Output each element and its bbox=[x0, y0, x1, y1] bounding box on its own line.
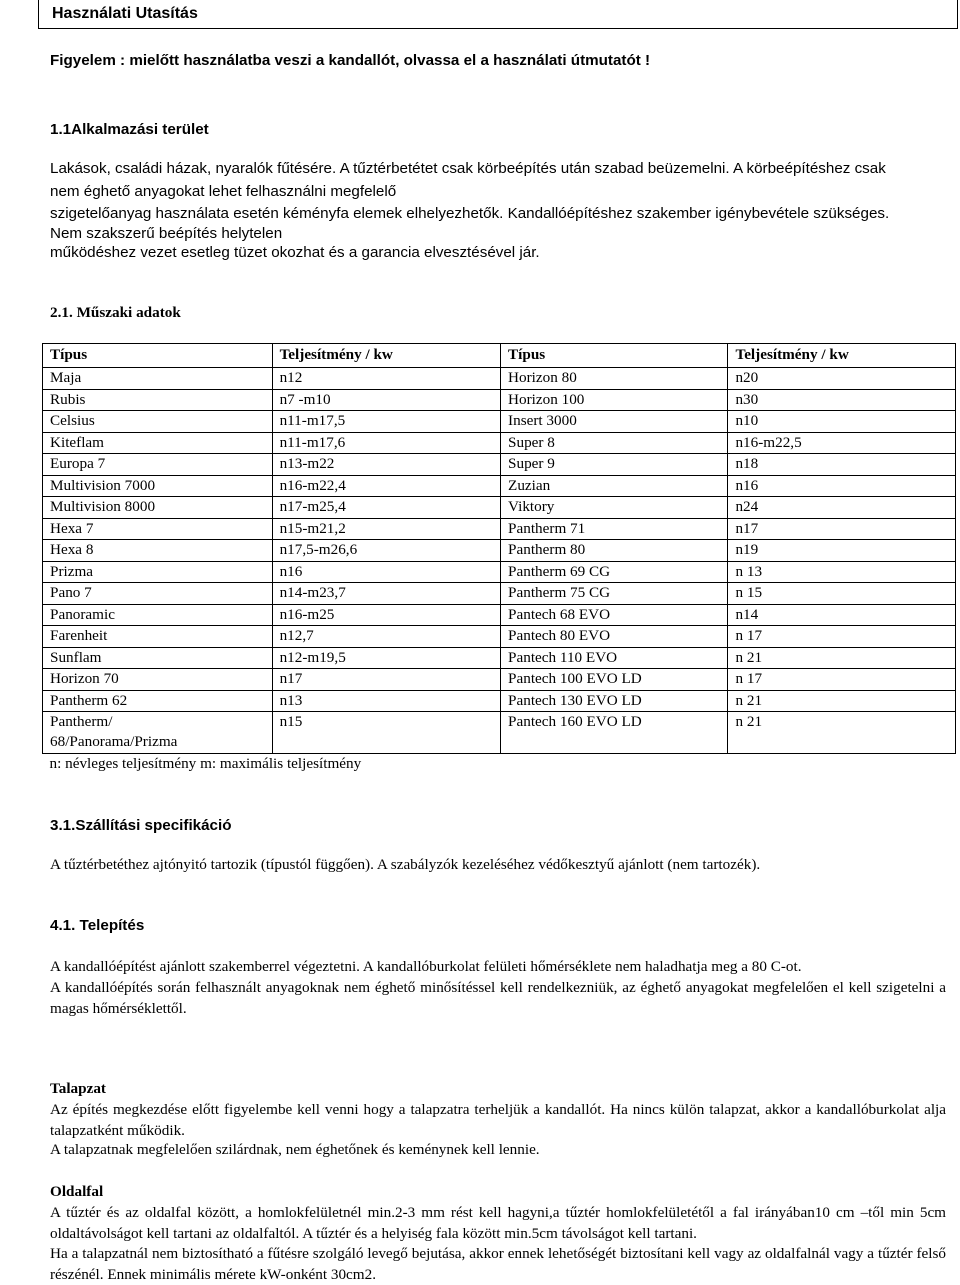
table-cell: Pantech 80 EVO bbox=[501, 626, 728, 648]
table-cell: n16-m22,5 bbox=[728, 432, 956, 454]
table-row bbox=[43, 475, 956, 497]
table-cell: Pantech 110 EVO bbox=[501, 647, 728, 669]
table-row bbox=[43, 647, 956, 669]
table-cell: Rubis bbox=[43, 389, 273, 411]
column-header: Típus bbox=[501, 344, 728, 368]
table-row bbox=[43, 626, 956, 648]
table-cell: Maja bbox=[43, 368, 273, 390]
table-cell: n10 bbox=[728, 411, 956, 433]
table-cell: n 15 bbox=[728, 583, 956, 605]
table-cell: n20 bbox=[728, 368, 956, 390]
table-cell: Pantech 68 EVO bbox=[501, 604, 728, 626]
table-cell: n17 bbox=[728, 518, 956, 540]
table-cell: n 21 bbox=[728, 690, 956, 712]
table-row bbox=[43, 583, 956, 605]
table-row bbox=[43, 518, 956, 540]
table-cell: Pantech 160 EVO LD bbox=[501, 712, 728, 754]
table-cell: n 17 bbox=[728, 669, 956, 691]
table-cell: n12 bbox=[272, 368, 500, 390]
table-cell: Zuzian bbox=[501, 475, 728, 497]
table-cell bbox=[43, 712, 273, 754]
table-cell: Viktory bbox=[501, 497, 728, 519]
document-title: Használati Utasítás bbox=[52, 5, 198, 22]
section-4-paragraph: A kandallóépítés során felhasznált anyagoknak nem éghető minősítéssel kell rendelkezniük, az éghető anyagokat megfelelően el kell szigetelni a magas hőmérséklettől. bbox=[50, 979, 946, 1017]
table-row bbox=[43, 389, 956, 411]
table-row bbox=[43, 690, 956, 712]
table-cell: Panoramic bbox=[43, 604, 273, 626]
table-cell: n7 -m10 bbox=[272, 389, 500, 411]
table-row bbox=[43, 669, 956, 691]
table-row bbox=[43, 561, 956, 583]
table-cell: n18 bbox=[728, 454, 956, 476]
table-cell: Farenheit bbox=[43, 626, 273, 648]
section-4-line: A kandallóépítést ajánlott szakemberrel végeztetni. A kandallóburkolat felületi hőmérséklete nem haladhatja meg a 80 C-ot. bbox=[50, 958, 802, 975]
warning-text: Figyelem : mielőtt használatba veszi a kandallót, olvassa el a használati útmutatót ! bbox=[50, 52, 651, 69]
table-cell: Prizma bbox=[43, 561, 273, 583]
table-cell: Insert 3000 bbox=[501, 411, 728, 433]
technical-data-table bbox=[42, 343, 956, 775]
section-1-line: működéshez vezet esetleg tüzet okozhat és a garancia elvesztésével jár. bbox=[50, 244, 540, 261]
table-cell: n 17 bbox=[728, 626, 956, 648]
section-1-line: szigetelőanyag használata esetén kéményfa elemek elhelyezhetők. Kandallóépítéshez szakember igénybevétele szükséges. bbox=[50, 205, 890, 222]
table-cell: n17 bbox=[272, 669, 500, 691]
header-box bbox=[38, 0, 958, 29]
table-cell: n11-m17,6 bbox=[272, 432, 500, 454]
table-cell: n30 bbox=[728, 389, 956, 411]
table-row bbox=[43, 712, 956, 754]
section-4-title: 4.1. Telepítés bbox=[50, 917, 145, 934]
table-cell: Pantherm 69 CG bbox=[501, 561, 728, 583]
table-row bbox=[43, 540, 956, 562]
table-row bbox=[43, 497, 956, 519]
oldalfal-title: Oldalfal bbox=[50, 1183, 104, 1200]
table-row bbox=[43, 432, 956, 454]
table-cell: Europa 7 bbox=[43, 454, 273, 476]
oldalfal-paragraph: Ha a talapzatnál nem biztosítható a fűtésre szolgáló levegő bejutása, akkor ennek lehetőségét biztosítani kell vagy az oldalfalnál vagy a tűztér felső részénél. Ennek minimális mérete kW-onként 30cm2. bbox=[50, 1245, 946, 1283]
table-cell: Pantherm 71 bbox=[501, 518, 728, 540]
table-cell: n 21 bbox=[728, 712, 956, 754]
column-header: Teljesítmény / kw bbox=[272, 344, 500, 368]
table-cell: Multivision 8000 bbox=[43, 497, 273, 519]
table-cell: Pano 7 bbox=[43, 583, 273, 605]
table-cell: Super 8 bbox=[501, 432, 728, 454]
table-cell: Celsius bbox=[43, 411, 273, 433]
table-cell: n24 bbox=[728, 497, 956, 519]
section-3-title: 3.1.Szállítási specifikáció bbox=[50, 817, 232, 834]
table-cell: Horizon 80 bbox=[501, 368, 728, 390]
table-cell-line: Pantherm/ bbox=[50, 713, 113, 730]
table-cell: Pantherm 75 CG bbox=[501, 583, 728, 605]
table-cell: n13 bbox=[272, 690, 500, 712]
table-note: n: névleges teljesítmény m: maximális teljesítmény bbox=[49, 755, 362, 772]
table-body bbox=[43, 368, 956, 775]
talapzat-paragraph: Az építés megkezdése előtt figyelembe kell venni hogy a talapzatra terheljük a kandallót. Ha nincs külön talapzat, akkor a kandallóburkolat alja talapzatként működik. bbox=[50, 1101, 946, 1139]
table-cell: Pantherm 80 bbox=[501, 540, 728, 562]
table-cell-line: 68/Panorama/Prizma bbox=[50, 733, 178, 750]
column-header: Típus bbox=[43, 344, 273, 368]
table-row bbox=[43, 368, 956, 390]
table-cell: n12,7 bbox=[272, 626, 500, 648]
table-cell: n15 bbox=[272, 712, 500, 754]
talapzat-title: Talapzat bbox=[50, 1080, 106, 1097]
table-cell: n 13 bbox=[728, 561, 956, 583]
table-cell: Hexa 8 bbox=[43, 540, 273, 562]
table-cell: n14-m23,7 bbox=[272, 583, 500, 605]
oldalfal-paragraph: A tűztér és az oldalfal között, a homlokfelületnél min.2-3 mm rést kell hagyni,a tűztér homlokfelületétől a fal irányában10 cm –től min 5cm oldaltávolságot kell tartani az oldalfaltól. A tűztér és a helyiség fala között min.5cm távolságot kell tartani. bbox=[50, 1204, 946, 1242]
table-cell: n11-m17,5 bbox=[272, 411, 500, 433]
table-cell: n16 bbox=[728, 475, 956, 497]
table-note-row bbox=[43, 754, 956, 775]
table-header-row bbox=[43, 344, 956, 368]
section-1-line: Nem szakszerű beépítés helytelen bbox=[50, 225, 283, 242]
table-cell: n17,5-m26,6 bbox=[272, 540, 500, 562]
section-3-text: A tűztérbetéthez ajtónyitó tartozik (típustól függően). A szabályzók kezeléséhez védőkesztyű ajánlott (nem tartozék). bbox=[50, 856, 761, 873]
table-cell: Multivision 7000 bbox=[43, 475, 273, 497]
table-row bbox=[43, 454, 956, 476]
table-cell: n19 bbox=[728, 540, 956, 562]
section-1-title: 1.1Alkalmazási terület bbox=[50, 121, 209, 138]
section-1-line: Lakások, családi házak, nyaralók fűtésére. A tűztérbetétet csak körbeépítés után szabad beüzemelni. A körbeépítéshez csak bbox=[50, 160, 886, 177]
table-cell: n13-m22 bbox=[272, 454, 500, 476]
section-1-line: nem éghető anyagokat lehet felhasználni megfelelő bbox=[50, 183, 397, 200]
table-row bbox=[43, 411, 956, 433]
table-cell: Pantherm 62 bbox=[43, 690, 273, 712]
table-cell: n16-m25 bbox=[272, 604, 500, 626]
table-cell: n17-m25,4 bbox=[272, 497, 500, 519]
table-cell: Horizon 100 bbox=[501, 389, 728, 411]
table-cell: Pantech 100 EVO LD bbox=[501, 669, 728, 691]
table-cell: Pantech 130 EVO LD bbox=[501, 690, 728, 712]
table-cell: n12-m19,5 bbox=[272, 647, 500, 669]
table-row bbox=[43, 604, 956, 626]
table-cell: Sunflam bbox=[43, 647, 273, 669]
table-cell: n15-m21,2 bbox=[272, 518, 500, 540]
table-cell: Hexa 7 bbox=[43, 518, 273, 540]
section-2-title: 2.1. Műszaki adatok bbox=[50, 304, 181, 321]
table-cell: n14 bbox=[728, 604, 956, 626]
table-cell: n 21 bbox=[728, 647, 956, 669]
table-cell: Super 9 bbox=[501, 454, 728, 476]
table-cell: Kiteflam bbox=[43, 432, 273, 454]
table-cell: Horizon 70 bbox=[43, 669, 273, 691]
column-header: Teljesítmény / kw bbox=[728, 344, 956, 368]
table-cell: n16 bbox=[272, 561, 500, 583]
talapzat-line: A talapzatnak megfelelően szilárdnak, nem éghetőnek és keménynek kell lennie. bbox=[50, 1141, 540, 1158]
table-cell: n16-m22,4 bbox=[272, 475, 500, 497]
